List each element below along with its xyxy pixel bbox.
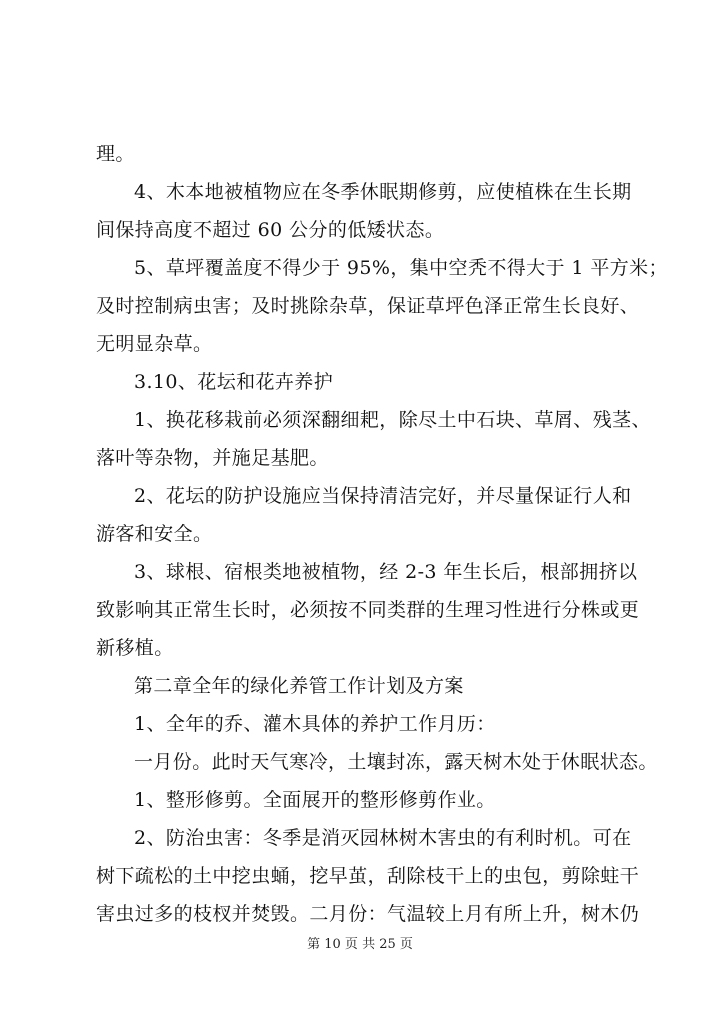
text-line: 5、草坪覆盖度不得少于 95%，集中空秃不得大于 1 平方米；	[134, 257, 668, 279]
text-line: 1、全年的乔、灌木具体的养护工作月历：	[134, 713, 496, 735]
text-line: 间保持高度不超过 60 公分的低矮状态。	[96, 219, 445, 241]
text-line: 3、球根、宿根类地被植物，经 2-3 年生长后，根部拥挤以	[134, 561, 638, 583]
text-line: 游客和安全。	[96, 523, 213, 545]
text-line: 无明显杂草。	[96, 333, 213, 355]
page-number: 第 10 页 共 25 页	[307, 937, 413, 952]
section-heading: 3.10、花坛和花卉养护	[134, 371, 334, 393]
text-line: 树下疏松的土中挖虫蛹，挖早茧，刮除枝干上的虫包，剪除蛀干	[96, 865, 640, 887]
chapter-heading: 第二章全年的绿化养管工作计划及方案	[134, 675, 464, 697]
text-line: 2、防治虫害：冬季是消灭园林树木害虫的有利时机。可在	[134, 827, 632, 849]
text-line: 害虫过多的枝杈并焚毁。二月份：气温较上月有所上升，树木仍	[96, 903, 640, 925]
text-line: 理。	[96, 143, 135, 165]
text-line: 一月份。此时天气寒冷，土壤封冻，露天树木处于休眠状态。	[134, 751, 658, 773]
text-line: 4、木本地被植物应在冬季休眠期修剪，应使植株在生长期	[134, 181, 632, 203]
text-line: 1、换花移栽前必须深翻细耙，除尽土中石块、草屑、残茎、	[134, 409, 651, 431]
text-line: 1、整形修剪。全面展开的整形修剪作业。	[134, 789, 496, 811]
text-line: 及时控制病虫害；及时挑除杂草，保证草坪色泽正常生长良好、	[96, 295, 640, 317]
text-line: 新移植。	[96, 637, 174, 659]
text-line: 落叶等杂物，并施足基肥。	[96, 447, 329, 469]
text-line: 2、花坛的防护设施应当保持清洁完好，并尽量保证行人和	[134, 485, 632, 507]
text-line: 致影响其正常生长时，必须按不同类群的生理习性进行分株或更	[96, 599, 640, 621]
